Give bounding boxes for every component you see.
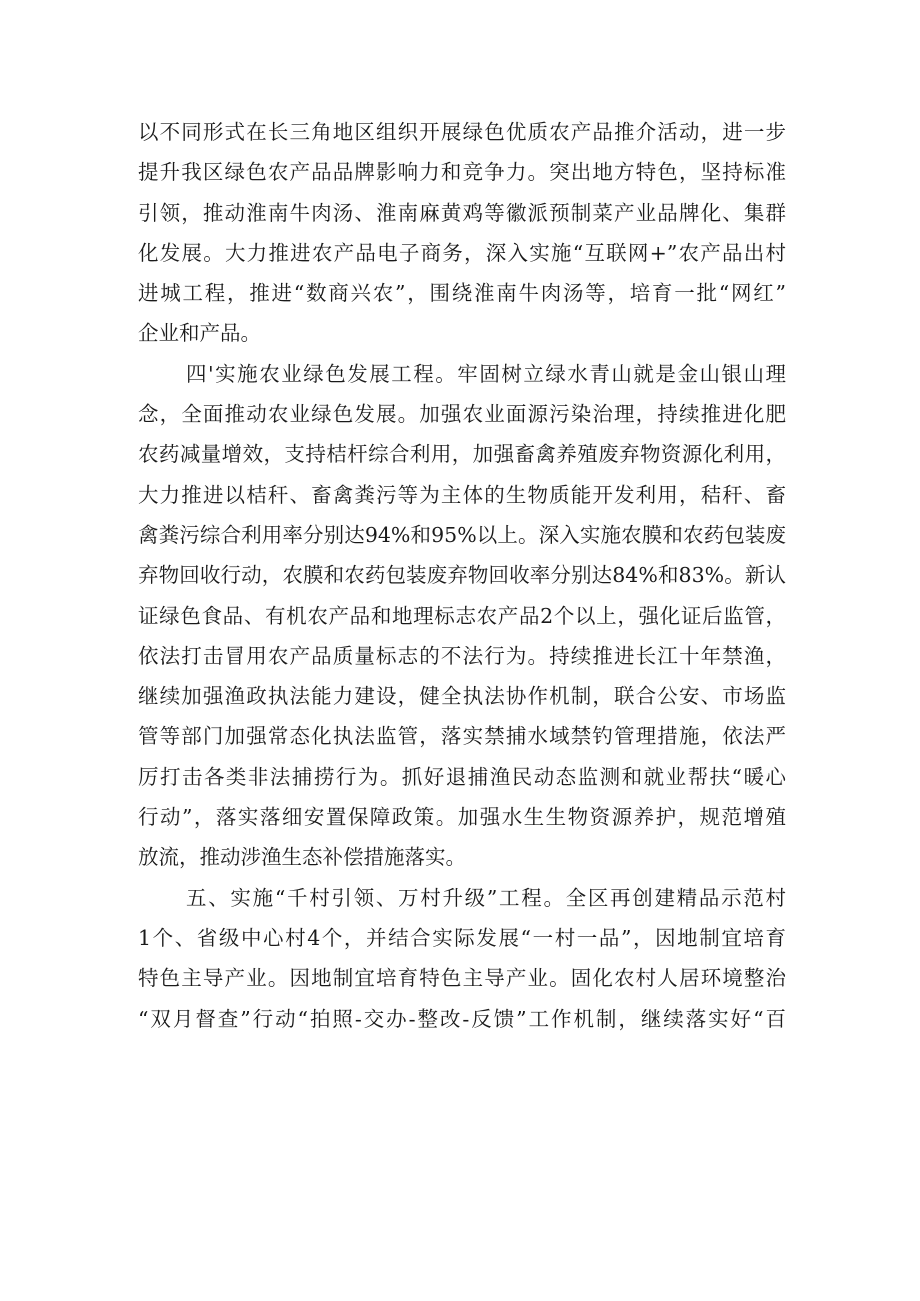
text-line: 放流，推动涉渔生态补偿措施落实。 bbox=[138, 845, 466, 870]
text-line: 念，全面推动农业绿色发展。加强农业面源污染治理，持续推进化肥 bbox=[138, 402, 786, 427]
text-line: “双月督查”行动“拍照-交办-整改-反馈”工作机制，继续落实好“百 bbox=[138, 1006, 786, 1031]
paragraph-green-development bbox=[138, 354, 786, 878]
text-line: 四'实施农业绿色发展工程。牢固树立绿水青山就是金山银山理 bbox=[186, 361, 786, 386]
text-line: 依法打击冒用农产品质量标志的不法行为。持续推进长江十年禁渔， bbox=[138, 643, 786, 668]
text-line: 农药减量增效，支持桔杆综合利用，加强畜禽养殖废弃物资源化利用， bbox=[138, 442, 786, 467]
text-line: 行动”，落实落细安置保障政策。加强水生生物资源养护，规范增殖 bbox=[138, 805, 786, 830]
text-line: 引领，推动淮南牛肉汤、淮南麻黄鸡等徽派预制菜产业品牌化、集群 bbox=[138, 200, 786, 225]
text-line: 提升我区绿色农产品品牌影响力和竞争力。突出地方特色，坚持标准 bbox=[138, 160, 786, 185]
text-line: 五、实施“千村引领、万村升级”工程。全区再创建精品示范村 bbox=[186, 885, 786, 910]
paragraph-market-promotion bbox=[138, 112, 786, 354]
text-line: 证绿色食品、有机农产品和地理标志农产品2个以上，强化证后监管， bbox=[138, 603, 786, 628]
text-line: 禽粪污综合利用率分别达94%和95%以上。深入实施农膜和农药包装废 bbox=[138, 522, 786, 547]
text-line: 管等部门加强常态化执法监管，落实禁捕水域禁钓管理措施，依法严 bbox=[138, 724, 786, 749]
text-line: 1个、省级中心村4个，并结合实际发展“一村一品”，因地制宜培育 bbox=[138, 925, 786, 950]
text-line: 化发展。大力推进农产品电子商务，深入实施“互联网+”农产品出村 bbox=[138, 240, 786, 265]
paragraph-village-upgrade bbox=[138, 878, 786, 1039]
text-line: 进城工程，推进“数商兴农”，围绕淮南牛肉汤等，培育一批“网红” bbox=[138, 281, 786, 306]
text-line: 特色主导产业。因地制宜培育特色主导产业。固化农村人居环境整治 bbox=[138, 966, 786, 991]
text-line: 弃物回收行动，农膜和农药包装废弃物回收率分别达84%和83%。新认 bbox=[138, 563, 786, 588]
text-line: 继续加强渔政执法能力建设，健全执法协作机制，联合公安、市场监 bbox=[138, 684, 786, 709]
text-line: 大力推进以桔秆、畜禽粪污等为主体的生物质能开发利用，秸秆、畜 bbox=[138, 482, 786, 507]
document-body bbox=[138, 112, 786, 1039]
text-line: 厉打击各类非法捕捞行为。抓好退捕渔民动态监测和就业帮扶“暖心 bbox=[138, 764, 786, 789]
text-line: 以不同形式在长三角地区组织开展绿色优质农产品推介活动，进一步 bbox=[138, 120, 786, 144]
text-line: 企业和产品。 bbox=[138, 321, 261, 346]
